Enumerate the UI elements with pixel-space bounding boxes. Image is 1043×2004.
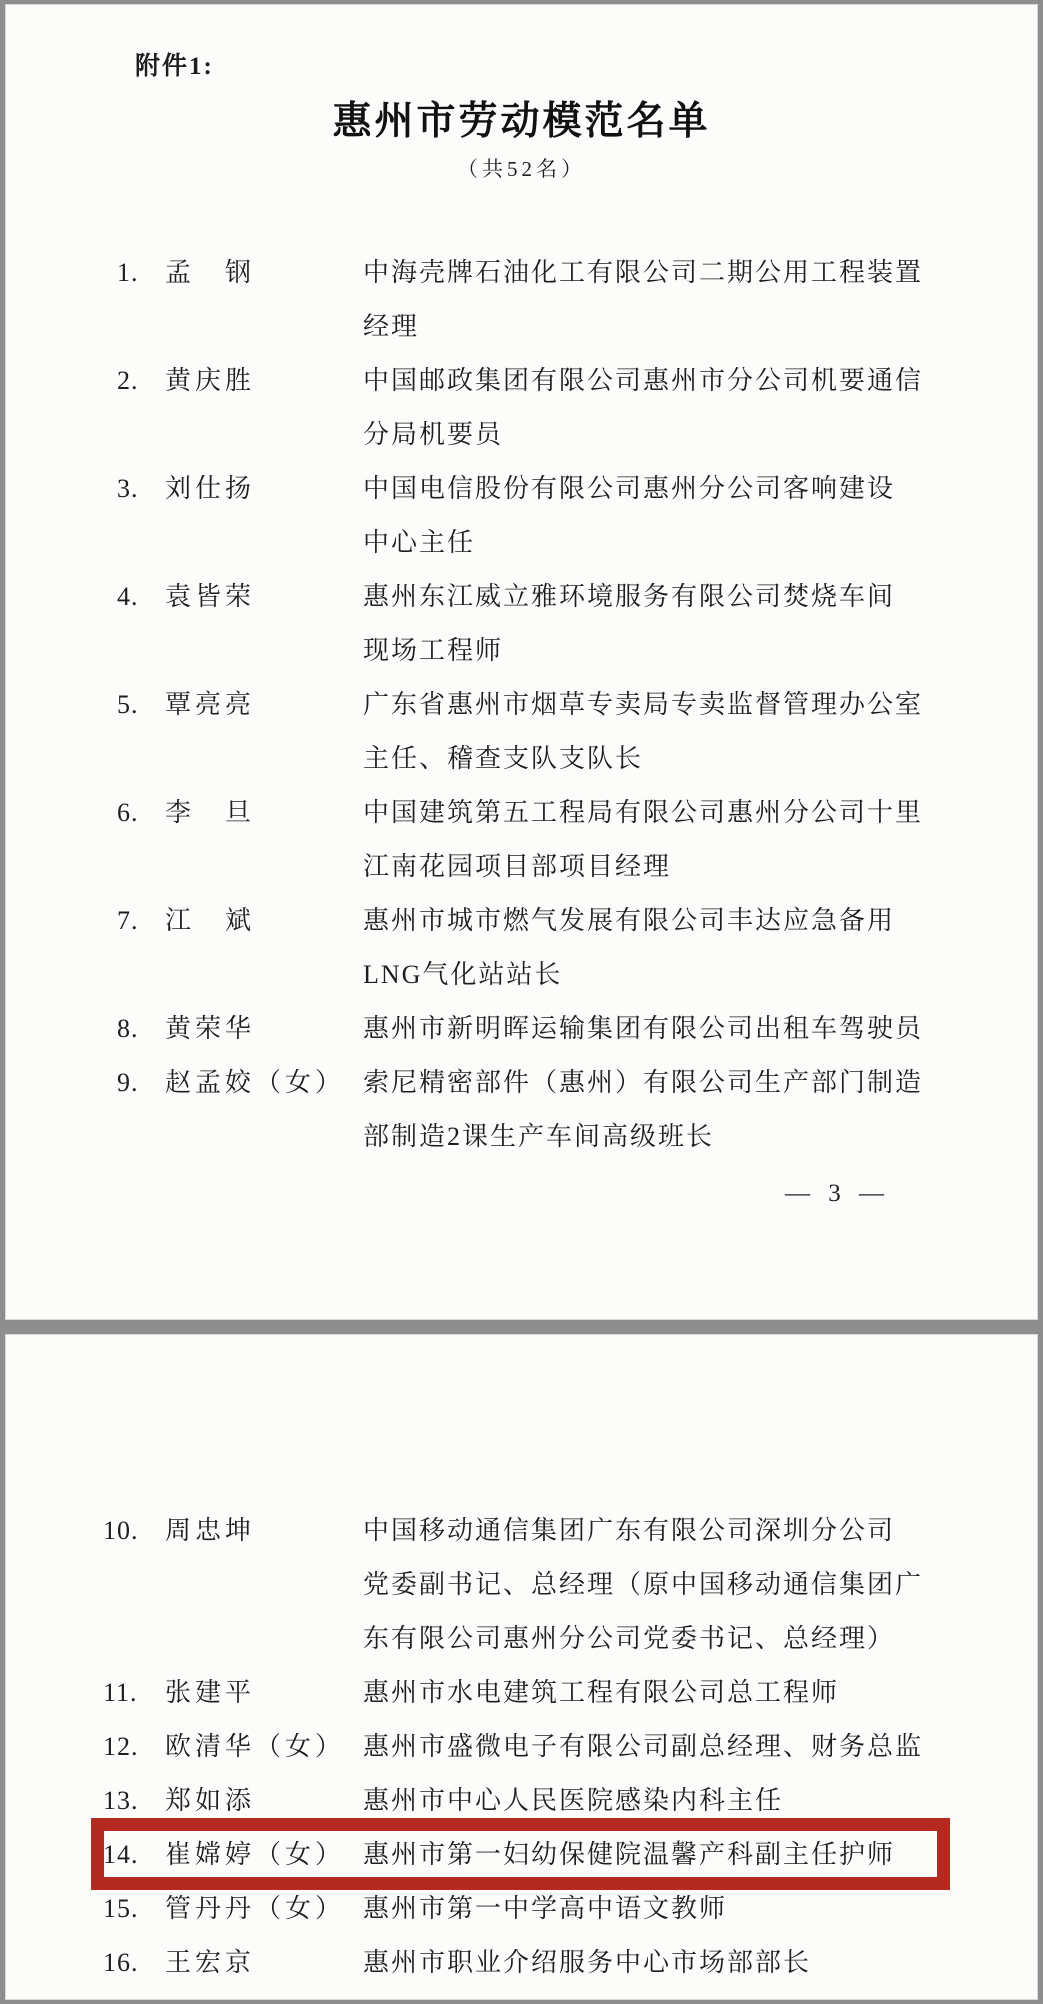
description-line: 东有限公司惠州分公司党委书记、总经理）: [363, 1624, 896, 1653]
entry-number: 5.: [117, 690, 139, 719]
list-item: [5, 1774, 1038, 1828]
entry-description: [363, 462, 967, 570]
attachment-label: 附件1:: [135, 53, 214, 80]
entry-description: [363, 1720, 967, 1774]
description-line: 惠州市职业介绍服务中心市场部部长: [363, 1948, 812, 1977]
entry-name: 管丹丹（女）: [165, 1894, 346, 1923]
description-line: 惠州市新明晖运输集团有限公司出租车驾驶员: [363, 1014, 924, 1043]
entry-name: 刘仕扬: [165, 474, 256, 503]
description-line: 广东省惠州市烟草专卖局专卖监督管理办公室: [363, 690, 924, 719]
entry-name: 王宏京: [165, 1948, 256, 1977]
description-line: 中海壳牌石油化工有限公司二期公用工程装置: [363, 258, 924, 287]
entry-name: 郑如添: [165, 1786, 256, 1815]
entry-number: 6.: [117, 798, 139, 827]
description-line: LNG气化站站长: [363, 960, 563, 989]
entry-number: 8.: [117, 1014, 139, 1043]
entry-description: [363, 1056, 967, 1164]
list-item: [5, 1666, 1038, 1720]
entry-name: 黄庆胜: [165, 366, 256, 395]
description-line: 惠州市盛微电子有限公司副总经理、财务总监: [363, 1732, 924, 1761]
entry-description: [363, 1828, 967, 1882]
list-item: [5, 786, 1038, 894]
list-item: [5, 246, 1038, 354]
description-line: 惠州市第一妇幼保健院温馨产科副主任护师: [363, 1840, 896, 1869]
description-line: 惠州市中心人民医院感染内科主任: [363, 1786, 784, 1815]
entry-description: [363, 1504, 967, 1666]
document-page-4: [5, 1334, 1038, 2000]
entry-number: 10.: [103, 1516, 139, 1545]
entry-number: 16.: [103, 1948, 139, 1977]
description-line: 中国建筑第五工程局有限公司惠州分公司十里: [363, 798, 924, 827]
description-line: 中国移动通信集团广东有限公司深圳分公司: [363, 1516, 896, 1545]
list-item: [5, 1828, 1038, 1882]
entry-name: 袁皆荣: [165, 582, 256, 611]
description-line: 中心主任: [363, 528, 476, 557]
entry-name: 崔嫦婷（女）: [165, 1840, 346, 1869]
description-line: 现场工程师: [363, 636, 504, 665]
description-line: 惠州市第一中学高中语文教师: [363, 1894, 728, 1923]
entry-name: 赵孟姣（女）: [165, 1068, 346, 1097]
entry-name: 覃亮亮: [165, 690, 256, 719]
page-number: — 3 —: [785, 1180, 890, 1207]
entry-number: 13.: [103, 1786, 139, 1815]
entry-description: [363, 1936, 967, 1990]
entry-description: [363, 570, 967, 678]
laborer-list-page3: [5, 246, 1038, 1164]
list-item: [5, 678, 1038, 786]
description-line: 索尼精密部件（惠州）有限公司生产部门制造: [363, 1068, 924, 1097]
entry-number: 14.: [103, 1840, 139, 1869]
description-line: 惠州东江威立雅环境服务有限公司焚烧车间: [363, 582, 896, 611]
description-line: 惠州市城市燃气发展有限公司丰达应急备用: [363, 906, 896, 935]
entry-number: 11.: [103, 1678, 138, 1707]
document-page-3: [5, 4, 1038, 1320]
description-line: 主任、稽查支队支队长: [363, 744, 644, 773]
page-subtitle: （共52名）: [457, 157, 586, 181]
entry-number: 2.: [117, 366, 139, 395]
entry-description: [363, 678, 967, 786]
entry-name: 孟 钢: [165, 258, 256, 287]
description-line: 分局机要员: [363, 420, 504, 449]
entry-description: [363, 786, 967, 894]
entry-name: 江 斌: [165, 906, 256, 935]
description-line: 惠州市水电建筑工程有限公司总工程师: [363, 1678, 840, 1707]
entry-description: [363, 246, 967, 354]
list-item: [5, 462, 1038, 570]
entry-number: 3.: [117, 474, 139, 503]
list-item: [5, 1936, 1038, 1990]
description-line: 江南花园项目部项目经理: [363, 852, 672, 881]
list-item: [5, 570, 1038, 678]
entry-description: [363, 1666, 967, 1720]
entry-description: [363, 1774, 967, 1828]
list-item: [5, 894, 1038, 1002]
page-title: 惠州市劳动模范名单: [332, 100, 711, 143]
entry-name: 黄荣华: [165, 1014, 256, 1043]
entry-name: 张建平: [165, 1678, 256, 1707]
scanned-document-view: [0, 4, 1043, 2004]
description-line: 经理: [363, 312, 420, 341]
entry-number: 7.: [117, 906, 139, 935]
entry-description: [363, 1882, 967, 1936]
description-line: 中国邮政集团有限公司惠州市分公司机要通信: [363, 366, 924, 395]
entry-description: [363, 354, 967, 462]
entry-number: 15.: [103, 1894, 139, 1923]
entry-name: 李 旦: [165, 798, 256, 827]
laborer-list-page4: [5, 1334, 1038, 1990]
list-item: [5, 1504, 1038, 1666]
entry-description: [363, 1002, 967, 1056]
description-line: 部制造2课生产车间高级班长: [363, 1122, 715, 1151]
list-item: [5, 1056, 1038, 1164]
entry-name: 欧清华（女）: [165, 1732, 346, 1761]
entry-description: [363, 894, 967, 1002]
entry-number: 4.: [117, 582, 139, 611]
list-item: [5, 1002, 1038, 1056]
entry-number: 1.: [117, 258, 139, 287]
list-item: [5, 1720, 1038, 1774]
entry-name: 周忠坤: [165, 1516, 256, 1545]
list-item: [5, 354, 1038, 462]
entry-number: 9.: [117, 1068, 139, 1097]
list-item: [5, 1882, 1038, 1936]
entry-number: 12.: [103, 1732, 139, 1761]
description-line: 中国电信股份有限公司惠州分公司客响建设: [363, 474, 896, 503]
description-line: 党委副书记、总经理（原中国移动通信集团广: [363, 1570, 924, 1599]
